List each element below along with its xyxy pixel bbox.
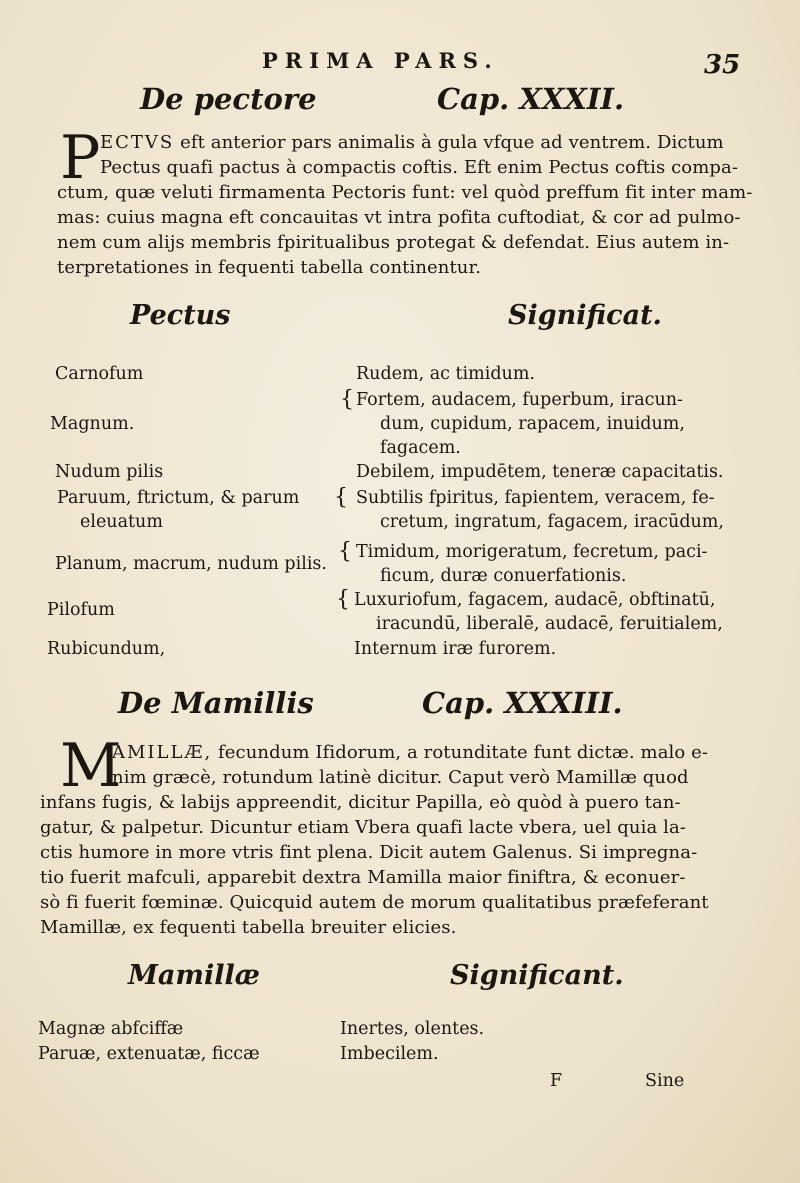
chapter32-first-word: ECTVS [100, 132, 175, 153]
chapter33-line-1-text: fecundum Ifidorum, a rotunditate funt dictæ. malo e- [218, 742, 709, 763]
pectus-meaning: Fortem, audacem, fuperbum, iracun- [356, 390, 683, 410]
chapter33-first-word: AMILLÆ, [112, 742, 213, 763]
brace: { [340, 387, 354, 412]
catchword: Sine [645, 1071, 685, 1091]
pectus-meaning: Internum iræ furorem. [354, 639, 557, 659]
page-number: 35 [704, 50, 741, 80]
chapter33-line-8: Mamillæ, ex fequenti tabella breuiter elicies. [40, 917, 457, 938]
pectus-meaning: Debilem, impudētem, teneræ capacitatis. [356, 462, 724, 482]
mamillae-term: Magnæ abfciffæ [38, 1019, 184, 1039]
chapter32-line-1-text: eft anterior pars animalis à gula vfque ad ventrem. Dictum [180, 132, 724, 153]
chapter33-line-5: ctis humore in more vtris fint plena. Dicit autem Galenus. Si impregna- [40, 842, 698, 863]
chapter32-line-1 [100, 131, 724, 156]
pectus-meaning: Timidum, morigeratum, fecretum, paci- [356, 542, 708, 562]
pectus-term: Pilofum [47, 600, 115, 620]
pectus-meaning: Subtilis fpiritus, fapientem, veracem, fe- [356, 488, 715, 508]
pectus-term: Paruum, ftrictum, & parum [57, 488, 300, 508]
chapter32-number: Cap. XXXII. [437, 82, 625, 116]
signature-mark: F [550, 1071, 563, 1091]
brace: { [338, 539, 352, 564]
chapter32-dropcap: P [60, 123, 101, 193]
chapter33-line-7: sò fi fuerit fœminæ. Quicquid autem de morum qualitatibus præfeferant [40, 892, 709, 913]
chapter33-line-6: tio fuerit mafculi, apparebit dextra Mamilla maior finiftra, & econuer- [40, 867, 686, 888]
mamillae-meaning: Inertes, olentes. [340, 1019, 485, 1039]
pectus-term: Carnofum [55, 364, 144, 384]
pectus-meaning: Luxuriofum, fagacem, audacē, obftinatū, [354, 590, 716, 610]
significat-column-heading: Significat. [508, 300, 662, 331]
pectus-meaning: Rudem, ac timidum. [356, 364, 535, 384]
chapter33-title: De Mamillis [118, 686, 314, 720]
chapter32-line-2: Pectus quafi pactus à compactis coftis. Eft enim Pectus coftis compa- [100, 157, 739, 178]
chapter32-line-6: terpretationes in fequenti tabella continentur. [57, 257, 482, 278]
chapter32-line-3: ctum, quæ veluti firmamenta Pectoris funt: vel quòd preffum fit inter mam- [57, 182, 753, 203]
chapter33-dropcap: M [60, 731, 122, 801]
pectus-meaning: cretum, ingratum, fagacem, iracūdum, [380, 512, 724, 532]
pectus-term: Planum, macrum, nudum pilis. [55, 554, 327, 574]
pectus-term: eleuatum [80, 512, 163, 532]
pectus-term: Magnum. [50, 414, 135, 434]
pectus-term: Rubicundum, [47, 639, 166, 659]
pectus-meaning: iracundū, liberalē, audacē, feruitialem, [376, 614, 723, 634]
chapter33-line-1 [112, 741, 708, 766]
mamillae-term: Paruæ, extenuatæ, ficcæ [38, 1044, 260, 1064]
pectus-term: Nudum pilis [55, 462, 164, 482]
pectus-column-heading: Pectus [130, 300, 231, 331]
significant-column-heading: Significant. [450, 960, 624, 991]
pectus-meaning: fagacem. [380, 438, 461, 458]
chapter33-line-3: infans fugis, & labijs appreendit, dicitur Papilla, eò quòd à puero tan- [40, 792, 681, 813]
pectus-meaning: dum, cupidum, rapacem, inuidum, [380, 414, 685, 434]
running-head: PRIMA PARS. [262, 48, 499, 73]
chapter32-line-4: mas: cuius magna eft concauitas vt intra pofita cuftodiat, & cor ad pulmo- [57, 207, 741, 228]
chapter33-line-2: nim græcè, rotundum latinè dicitur. Caput verò Mamillæ quod [112, 767, 689, 788]
brace: { [334, 485, 348, 510]
brace: { [336, 587, 350, 612]
chapter33-number: Cap. XXXIII. [422, 686, 623, 720]
chapter32-title: De pectore [140, 82, 317, 116]
mamillae-meaning: Imbecilem. [340, 1044, 439, 1064]
chapter33-line-4: gatur, & palpetur. Dicuntur etiam Vbera quafi lacte vbera, uel quia la- [40, 817, 686, 838]
mamillae-column-heading: Mamillæ [128, 960, 260, 991]
chapter32-line-5: nem cum alijs membris fpiritualibus protegat & defendat. Eius autem in- [57, 232, 730, 253]
pectus-meaning: ficum, duræ conuerfationis. [380, 566, 627, 586]
